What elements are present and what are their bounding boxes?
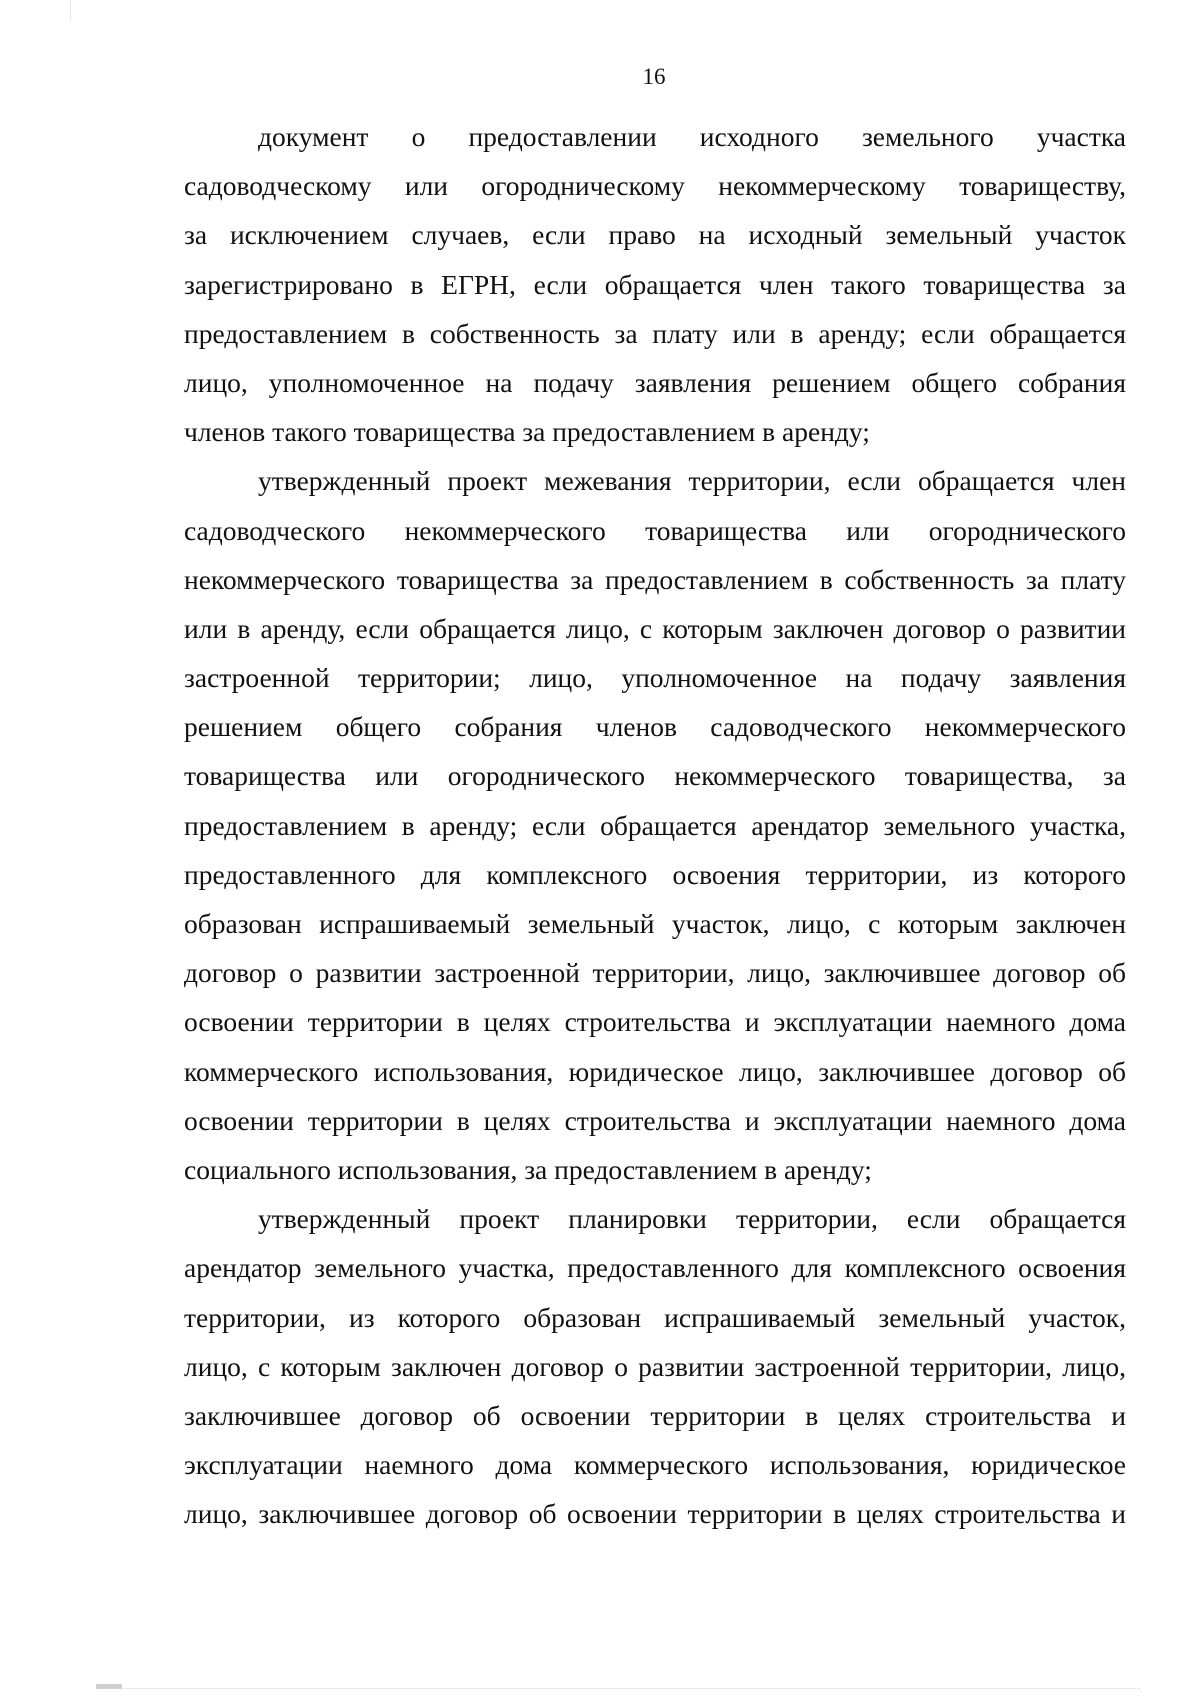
text-line: садоводческого некоммерческого товарищества или огороднического bbox=[184, 514, 1126, 546]
text-line: эксплуатации наемного дома коммерческого использования, юридическое bbox=[184, 1449, 1126, 1481]
paragraph-3 bbox=[184, 1194, 1126, 1538]
text-line: или в аренду, если обращается лицо, с которым заключен договор о развитии bbox=[184, 612, 1126, 644]
text-line: предоставленного для комплексного освоения территории, из которого bbox=[184, 858, 1126, 890]
text-line: решением общего собрания членов садоводческого некоммерческого bbox=[184, 711, 1126, 743]
text-line: освоении территории в целях строительства и эксплуатации наемного дома bbox=[184, 1104, 1126, 1136]
text-line: арендатор земельного участка, предоставленного для комплексного освоения bbox=[184, 1252, 1126, 1284]
document-body bbox=[184, 112, 1126, 1538]
page-number: 16 bbox=[642, 64, 666, 89]
paragraph-2 bbox=[184, 456, 1126, 1194]
text-line: некоммерческого товарищества за предоставлением в собственность за плату bbox=[184, 563, 1126, 595]
text-line: лицо, уполномоченное на подачу заявления решением общего собрания bbox=[184, 366, 1126, 398]
text-line: товарищества или огороднического некоммерческого товарищества, за bbox=[184, 760, 1126, 792]
text-line: заключившее договор об освоении территории в целях строительства и bbox=[184, 1399, 1126, 1431]
text-line: членов такого товарищества за предоставлением в аренду; bbox=[184, 416, 870, 448]
text-line: утвержденный проект планировки территории, если обращается bbox=[258, 1203, 1126, 1235]
text-line: застроенной территории; лицо, уполномоченное на подачу заявления bbox=[184, 662, 1126, 694]
text-line: за исключением случаев, если право на исходный земельный участок bbox=[184, 219, 1126, 251]
text-line: территории, из которого образован испрашиваемый земельный участок, bbox=[184, 1301, 1126, 1333]
text-line: освоении территории в целях строительства и эксплуатации наемного дома bbox=[184, 1006, 1126, 1038]
text-line: документ о предоставлении исходного земельного участка bbox=[258, 121, 1126, 152]
text-line: зарегистрировано в ЕГРН, если обращается член такого товарищества за bbox=[184, 268, 1126, 300]
text-line: социального использования, за предоставлением в аренду; bbox=[184, 1153, 872, 1185]
text-line: лицо, с которым заключен договор о развитии застроенной территории, лицо, bbox=[184, 1350, 1126, 1382]
text-line: предоставлением в собственность за плату или в аренду; если обращается bbox=[184, 317, 1126, 349]
scan-edge-mark bbox=[70, 0, 71, 20]
text-line: лицо, заключившее договор об освоении территории в целях строительства и bbox=[184, 1498, 1126, 1530]
text-line: образован испрашиваемый земельный участок, лицо, с которым заключен bbox=[184, 908, 1126, 939]
text-line: утвержденный проект межевания территории, если обращается член bbox=[258, 465, 1126, 497]
scan-artifact bbox=[100, 1688, 1140, 1693]
text-line: предоставлением в аренду; если обращается арендатор земельного участка, bbox=[184, 809, 1126, 841]
paragraph-1 bbox=[184, 112, 1126, 456]
text-line: коммерческого использования, юридическое лицо, заключившее договор об bbox=[184, 1055, 1126, 1087]
text-line: договор о развитии застроенной территории, лицо, заключившее договор об bbox=[184, 957, 1126, 989]
text-line: садоводческому или огородническому некоммерческому товариществу, bbox=[184, 170, 1126, 202]
